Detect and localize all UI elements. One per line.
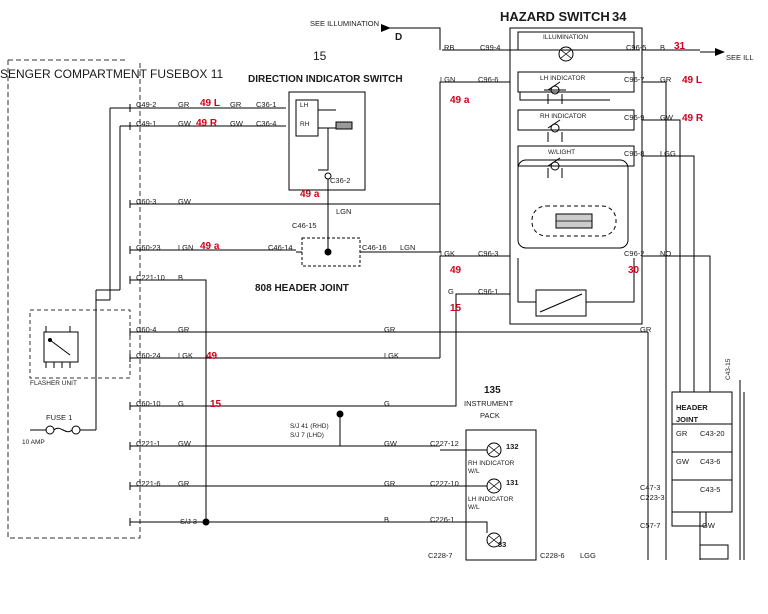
fuse-label: FUSE 1 <box>46 413 73 422</box>
dis-lh-label: LH <box>300 102 309 109</box>
red-label-15-2: 15 <box>450 303 462 314</box>
connector-c221-10: C221-10 <box>136 273 165 282</box>
sj41-label: S/J 41 (RHD) <box>290 423 329 430</box>
connector-c46-15: C46-15 <box>292 221 317 230</box>
red-label-49a-2: 49 a <box>300 189 320 200</box>
wire-lgk-1: LGK <box>178 351 194 360</box>
dis-rh-label: RH <box>300 121 310 128</box>
wire-gr-5: GR <box>384 325 396 334</box>
flasher-unit-label: FLASHER UNIT <box>30 380 77 387</box>
wire-gw-5: GW <box>384 439 397 448</box>
wire-g-2: G <box>384 399 390 408</box>
connector-c43-20: C43-20 <box>700 429 725 438</box>
hazard-row-wlight: W/LIGHT <box>548 149 576 156</box>
red-label-15-1: 15 <box>210 399 222 410</box>
connector-c57-7: C57-7 <box>640 521 661 530</box>
connector-c221-1: C221-1 <box>136 439 161 448</box>
connector-c47-3: C47-3 <box>640 483 661 492</box>
wire-lgn-4: LGN <box>440 75 456 84</box>
rh-indicator-caption2: W/L <box>468 468 480 475</box>
wire-gr-8: GR <box>640 325 652 334</box>
hazard-switch-title: HAZARD SWITCH <box>500 9 610 24</box>
wire-gr-1: GR <box>178 100 190 109</box>
connector-c99-4: C99-4 <box>480 43 501 52</box>
connector-c96-9: C96-9 <box>624 113 645 122</box>
connector-c36-2: C36-2 <box>330 176 351 185</box>
connector-c96-3: C96-3 <box>478 249 499 258</box>
connector-c46-16: C46-16 <box>362 243 387 252</box>
red-label-49-1: 49 <box>206 351 218 362</box>
connector-c49-2: C49-2 <box>136 100 157 109</box>
wire-gr-9: GR <box>676 429 688 438</box>
connector-c96-6: C96-6 <box>478 75 499 84</box>
connector-c96-1: C96-1 <box>478 287 499 296</box>
wire-lgg-1: LGG <box>660 149 676 158</box>
connector-c43-15: C43-15 <box>725 358 732 380</box>
connector-c96-7: C96-7 <box>624 75 645 84</box>
wire-g-1: G <box>178 399 184 408</box>
no-marker-label: NO <box>660 249 672 258</box>
rh-indicator-number: 132 <box>506 442 519 451</box>
connector-c226-1: C226-1 <box>430 515 455 524</box>
wire-b-3: B <box>660 43 666 52</box>
wire-lgn-1: LGN <box>178 243 194 252</box>
red-label-49r-1: 49 R <box>196 118 218 129</box>
see-ill-right-label: SEE ILL <box>726 53 754 62</box>
connector-c96-8: C96-8 <box>624 149 645 158</box>
wire-gr-3: GR <box>178 479 190 488</box>
dis-title: DIRECTION INDICATOR SWITCH <box>248 74 403 85</box>
sj7-label: S/J 7 (LHD) <box>290 432 324 439</box>
lh-indicator-caption: LH INDICATOR <box>468 496 514 503</box>
wire-gr-6: GR <box>384 479 396 488</box>
connector-c221-6: C221-6 <box>136 479 161 488</box>
connector-c96-5: C96-5 <box>626 43 647 52</box>
header-joint-808-title: 808 HEADER JOINT <box>255 283 349 294</box>
connector-c60-24: C60-24 <box>136 351 161 360</box>
dis-number: 15 <box>313 49 327 63</box>
connector-c60-23: C60-23 <box>136 243 161 252</box>
wire-gw-2: GW <box>178 197 191 206</box>
hazard-row-rh-indicator: RH INDICATOR <box>540 113 587 120</box>
red-label-49-2: 49 <box>450 265 462 276</box>
red-label-49a-1: 49 a <box>200 241 220 252</box>
connector-c43-6: C43-6 <box>700 457 721 466</box>
rh-indicator-caption: RH INDICATOR <box>468 460 515 467</box>
instrument-pack-number: 135 <box>484 385 501 396</box>
wire-lgn-2: LGN <box>336 207 352 216</box>
wire-gw-7: GW <box>676 457 689 466</box>
red-label-49r-2: 49 R <box>682 113 704 124</box>
wire-lgg-2: LGG <box>580 551 596 560</box>
wire-gw-8: GW <box>702 521 715 530</box>
see-illumination-label: SEE ILLUMINATION <box>310 19 380 28</box>
connector-c36-1: C36-1 <box>256 100 277 109</box>
connector-c36-4: C36-4 <box>256 119 277 128</box>
connector-c60-10: C60-10 <box>136 399 161 408</box>
header-joint-right-line1: HEADER <box>676 403 708 412</box>
sj3-label: S/J 3 <box>180 517 198 526</box>
connector-c60-4: C60-4 <box>136 325 157 334</box>
wire-g-3: G <box>448 287 454 296</box>
wire-lgk-2: LGK <box>384 351 400 360</box>
connector-c96-2: C96-2 <box>624 249 645 258</box>
header-joint-right-line2: JOINT <box>676 415 699 424</box>
wire-gw-1: GW <box>178 119 191 128</box>
connector-c228-7: C228-7 <box>428 551 453 560</box>
hazard-row-lh-indicator: LH INDICATOR <box>540 75 586 82</box>
instrument-pack-line2: PACK <box>480 411 500 420</box>
connector-c228-6: C228-6 <box>540 551 565 560</box>
fusebox-title: SENGER COMPARTMENT FUSEBOX 11 <box>0 67 224 81</box>
red-label-49l-2: 49 L <box>682 75 703 86</box>
device-number-33: 33 <box>498 540 507 549</box>
wire-b-2: B <box>384 515 390 524</box>
connector-c223-3: C223-3 <box>640 493 665 502</box>
wire-lgk-3: LGK <box>440 249 456 258</box>
red-label-49a-3: 49 a <box>450 95 470 106</box>
fuse-rating-label: 10 AMP <box>22 439 45 446</box>
wire-rb: RB <box>444 43 455 52</box>
lh-indicator-number: 131 <box>506 478 519 487</box>
connector-c43-5: C43-5 <box>700 485 721 494</box>
red-label-49l-1: 49 L <box>200 98 221 109</box>
wire-gr-7: GR <box>660 75 672 84</box>
wire-lgn-3: LGN <box>400 243 416 252</box>
connector-c49-1: C49-1 <box>136 119 157 128</box>
hazard-switch-number: 34 <box>612 9 627 24</box>
connector-c60-3: C60-3 <box>136 197 157 206</box>
wire-gr-2: GR <box>178 325 190 334</box>
wire-b-1: B <box>178 273 184 282</box>
instrument-pack-line1: INSTRUMENT <box>464 399 514 408</box>
wire-gr-4: GR <box>230 100 242 109</box>
connector-c227-10: C227-10 <box>430 479 459 488</box>
hazard-row-illumination: ILLUMINATION <box>543 34 589 41</box>
wire-gw-6: GW <box>660 113 673 122</box>
connector-c46-14: C46-14 <box>268 243 293 252</box>
wire-gw-4: GW <box>230 119 243 128</box>
red-label-30: 30 <box>628 265 640 276</box>
lh-indicator-caption2: W/L <box>468 504 480 511</box>
connector-c227-12: C227-12 <box>430 439 459 448</box>
d-marker-label: D <box>395 32 403 43</box>
wire-gw-3: GW <box>178 439 191 448</box>
red-label-31: 31 <box>674 41 686 52</box>
